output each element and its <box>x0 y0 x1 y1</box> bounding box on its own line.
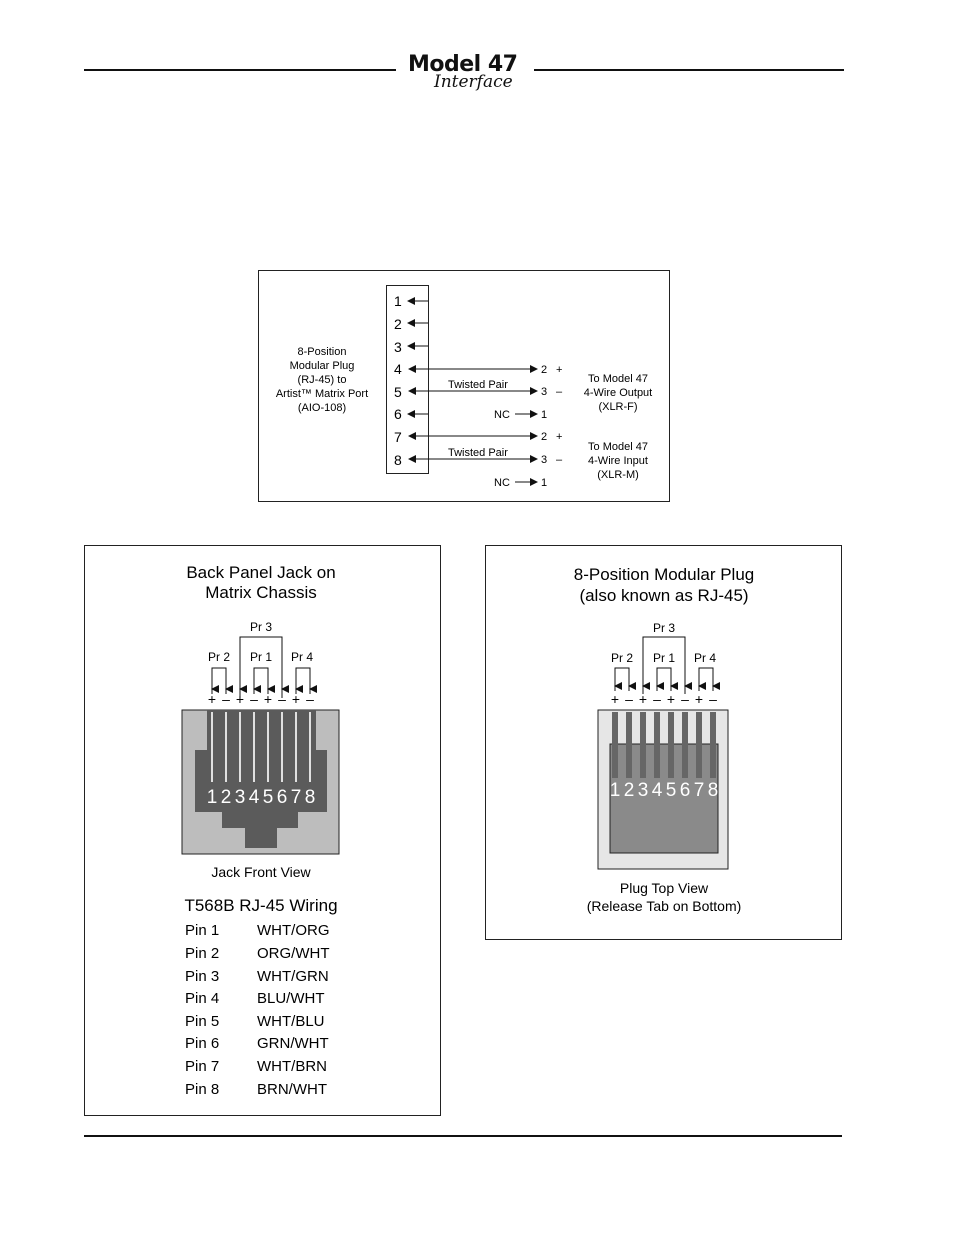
nc-label: NC <box>494 409 510 421</box>
pair-label: Pr 3 <box>249 620 273 634</box>
wiring-pin: Pin 6 <box>185 1035 220 1052</box>
xlr-pin: 3 <box>541 386 548 398</box>
plug-polarity <box>611 691 717 707</box>
plug-panel-title <box>574 565 754 605</box>
pin-label: 8 <box>394 452 402 468</box>
pin-label: 7 <box>394 429 402 445</box>
jack-graphic <box>182 710 339 854</box>
footer-rule <box>84 1135 842 1137</box>
jack-down-arrows <box>212 680 310 689</box>
pin-number: 8 <box>304 787 316 808</box>
wiring-color: WHT/BRN <box>257 1058 327 1075</box>
output-label-line: To Model 47 <box>588 373 648 385</box>
xlr-pin: 1 <box>541 477 548 489</box>
polarity-mark: – <box>653 691 661 707</box>
pair-label: Pr 1 <box>249 650 273 664</box>
jack-pair-brackets <box>212 637 310 698</box>
jack-title-line: Back Panel Jack on <box>186 563 336 582</box>
plug-caption <box>587 880 742 914</box>
plug-caption-line: (Release Tab on Bottom) <box>586 898 742 914</box>
logo-title: Model 47 <box>408 52 518 77</box>
pair-label: Pr 3 <box>652 621 676 635</box>
input-label <box>588 441 648 481</box>
wiring-pin: Pin 5 <box>185 1013 220 1030</box>
polarity-mark: + <box>263 691 273 707</box>
xlr-polarity: + <box>556 431 563 443</box>
plug-down-arrows <box>615 677 713 686</box>
input-label-line: (XLR-M) <box>597 469 639 481</box>
nc-label: NC <box>494 477 510 489</box>
polarity-mark: + <box>610 691 620 707</box>
plug-title-line: (also known as RJ-45) <box>579 586 749 605</box>
wiring-pin: Pin 7 <box>185 1058 220 1075</box>
jack-title-line: Matrix Chassis <box>205 583 317 602</box>
polarity-mark: + <box>207 691 217 707</box>
jack-polarity <box>208 691 314 707</box>
wiring-color: WHT/BLU <box>257 1013 325 1030</box>
pin-number: 3 <box>234 787 246 808</box>
pin-number: 5 <box>262 787 274 808</box>
pair-label: Pr 4 <box>693 651 717 665</box>
plug-label-line: Modular Plug <box>289 360 355 372</box>
wiring-color: BLU/WHT <box>257 990 325 1007</box>
plug-label <box>276 346 368 414</box>
pin-number: 6 <box>276 787 288 808</box>
polarity-mark: + <box>638 691 648 707</box>
pin-number: 7 <box>693 780 705 801</box>
pair-label: Pr 1 <box>652 651 676 665</box>
logo-subtitle: Interface <box>434 72 513 92</box>
wiring-color: ORG/WHT <box>257 945 330 962</box>
pin-number: 2 <box>220 787 232 808</box>
pin-number: 5 <box>665 780 677 801</box>
plug-label-line: (AIO-108) <box>297 402 347 414</box>
wiring-pin: Pin 1 <box>185 922 220 939</box>
pin-number: 3 <box>637 780 649 801</box>
wiring-color: GRN/WHT <box>257 1035 329 1052</box>
polarity-mark: + <box>235 691 245 707</box>
wiring-pin: Pin 4 <box>185 990 220 1007</box>
wiring-color: WHT/ORG <box>257 922 330 939</box>
polarity-mark: – <box>278 691 286 707</box>
polarity-mark: – <box>250 691 258 707</box>
jack-pair-labels <box>205 620 319 664</box>
output-label-line: 4-Wire Output <box>583 387 653 399</box>
wiring-pin: Pin 2 <box>185 945 220 962</box>
diagram-labels <box>276 346 652 489</box>
polarity-mark: + <box>291 691 301 707</box>
pair-label: Pr 2 <box>610 651 634 665</box>
polarity-mark: – <box>222 691 230 707</box>
xlr-pin: 3 <box>541 454 548 466</box>
pin-arrows <box>408 301 428 414</box>
pin-number: 6 <box>679 780 691 801</box>
plug-pair-labels <box>608 621 722 665</box>
pin-number: 4 <box>248 787 260 808</box>
pin-label: 1 <box>394 293 402 309</box>
plug-label-line: Artist™ Matrix Port <box>275 388 369 400</box>
plug-label-line: 8-Position <box>297 346 347 358</box>
xlr-polarity: – <box>556 386 563 398</box>
connector-pin-block <box>387 286 429 474</box>
polarity-mark: – <box>306 691 314 707</box>
polarity-mark: – <box>681 691 689 707</box>
input-label-line: To Model 47 <box>588 441 648 453</box>
plug-label-line: (RJ-45) to <box>297 374 347 386</box>
pin-label: 6 <box>394 406 402 422</box>
jack-caption: Jack Front View <box>211 864 311 880</box>
xlr-pin: 1 <box>541 409 548 421</box>
pair-label: Pr 2 <box>207 650 231 664</box>
xlr-polarity: + <box>556 364 563 376</box>
output-label-line: (XLR-F) <box>598 401 638 413</box>
wiring-pin: Pin 8 <box>185 1081 220 1098</box>
pin-number: 8 <box>707 780 719 801</box>
pin-number: 4 <box>651 780 663 801</box>
pair-label: Pr 4 <box>290 650 314 664</box>
pin-number: 1 <box>609 780 621 801</box>
pin-number: 2 <box>623 780 635 801</box>
plug-caption-line: Plug Top View <box>619 880 709 896</box>
wiring-pin: Pin 3 <box>185 968 220 985</box>
jack-panel-title <box>186 563 335 602</box>
plug-title-line: 8-Position Modular Plug <box>573 565 755 584</box>
pin-numbers <box>394 293 402 468</box>
polarity-mark: – <box>709 691 717 707</box>
wiring-title: T568B RJ-45 Wiring <box>184 896 338 915</box>
pin-label: 3 <box>394 339 402 355</box>
pin-number: 1 <box>206 787 218 808</box>
pin-number: 7 <box>290 787 302 808</box>
pin-label: 2 <box>394 316 402 332</box>
wiring-table <box>185 922 330 1098</box>
polarity-mark: + <box>694 691 704 707</box>
wiring-color: WHT/GRN <box>257 968 329 985</box>
xlr-pin: 2 <box>541 431 548 443</box>
pin-label: 5 <box>394 384 402 400</box>
wiring-color: BRN/WHT <box>257 1081 327 1098</box>
xlr-pin: 2 <box>541 364 548 376</box>
twisted-pair-label: Twisted Pair <box>448 447 508 459</box>
output-label <box>584 373 652 413</box>
pin-label: 4 <box>394 361 402 377</box>
plug-pair-brackets <box>615 637 713 694</box>
polarity-mark: + <box>666 691 676 707</box>
xlr-polarity: – <box>556 454 563 466</box>
input-label-line: 4-Wire Input <box>588 455 648 467</box>
polarity-mark: – <box>625 691 633 707</box>
twisted-pair-label: Twisted Pair <box>448 379 508 391</box>
